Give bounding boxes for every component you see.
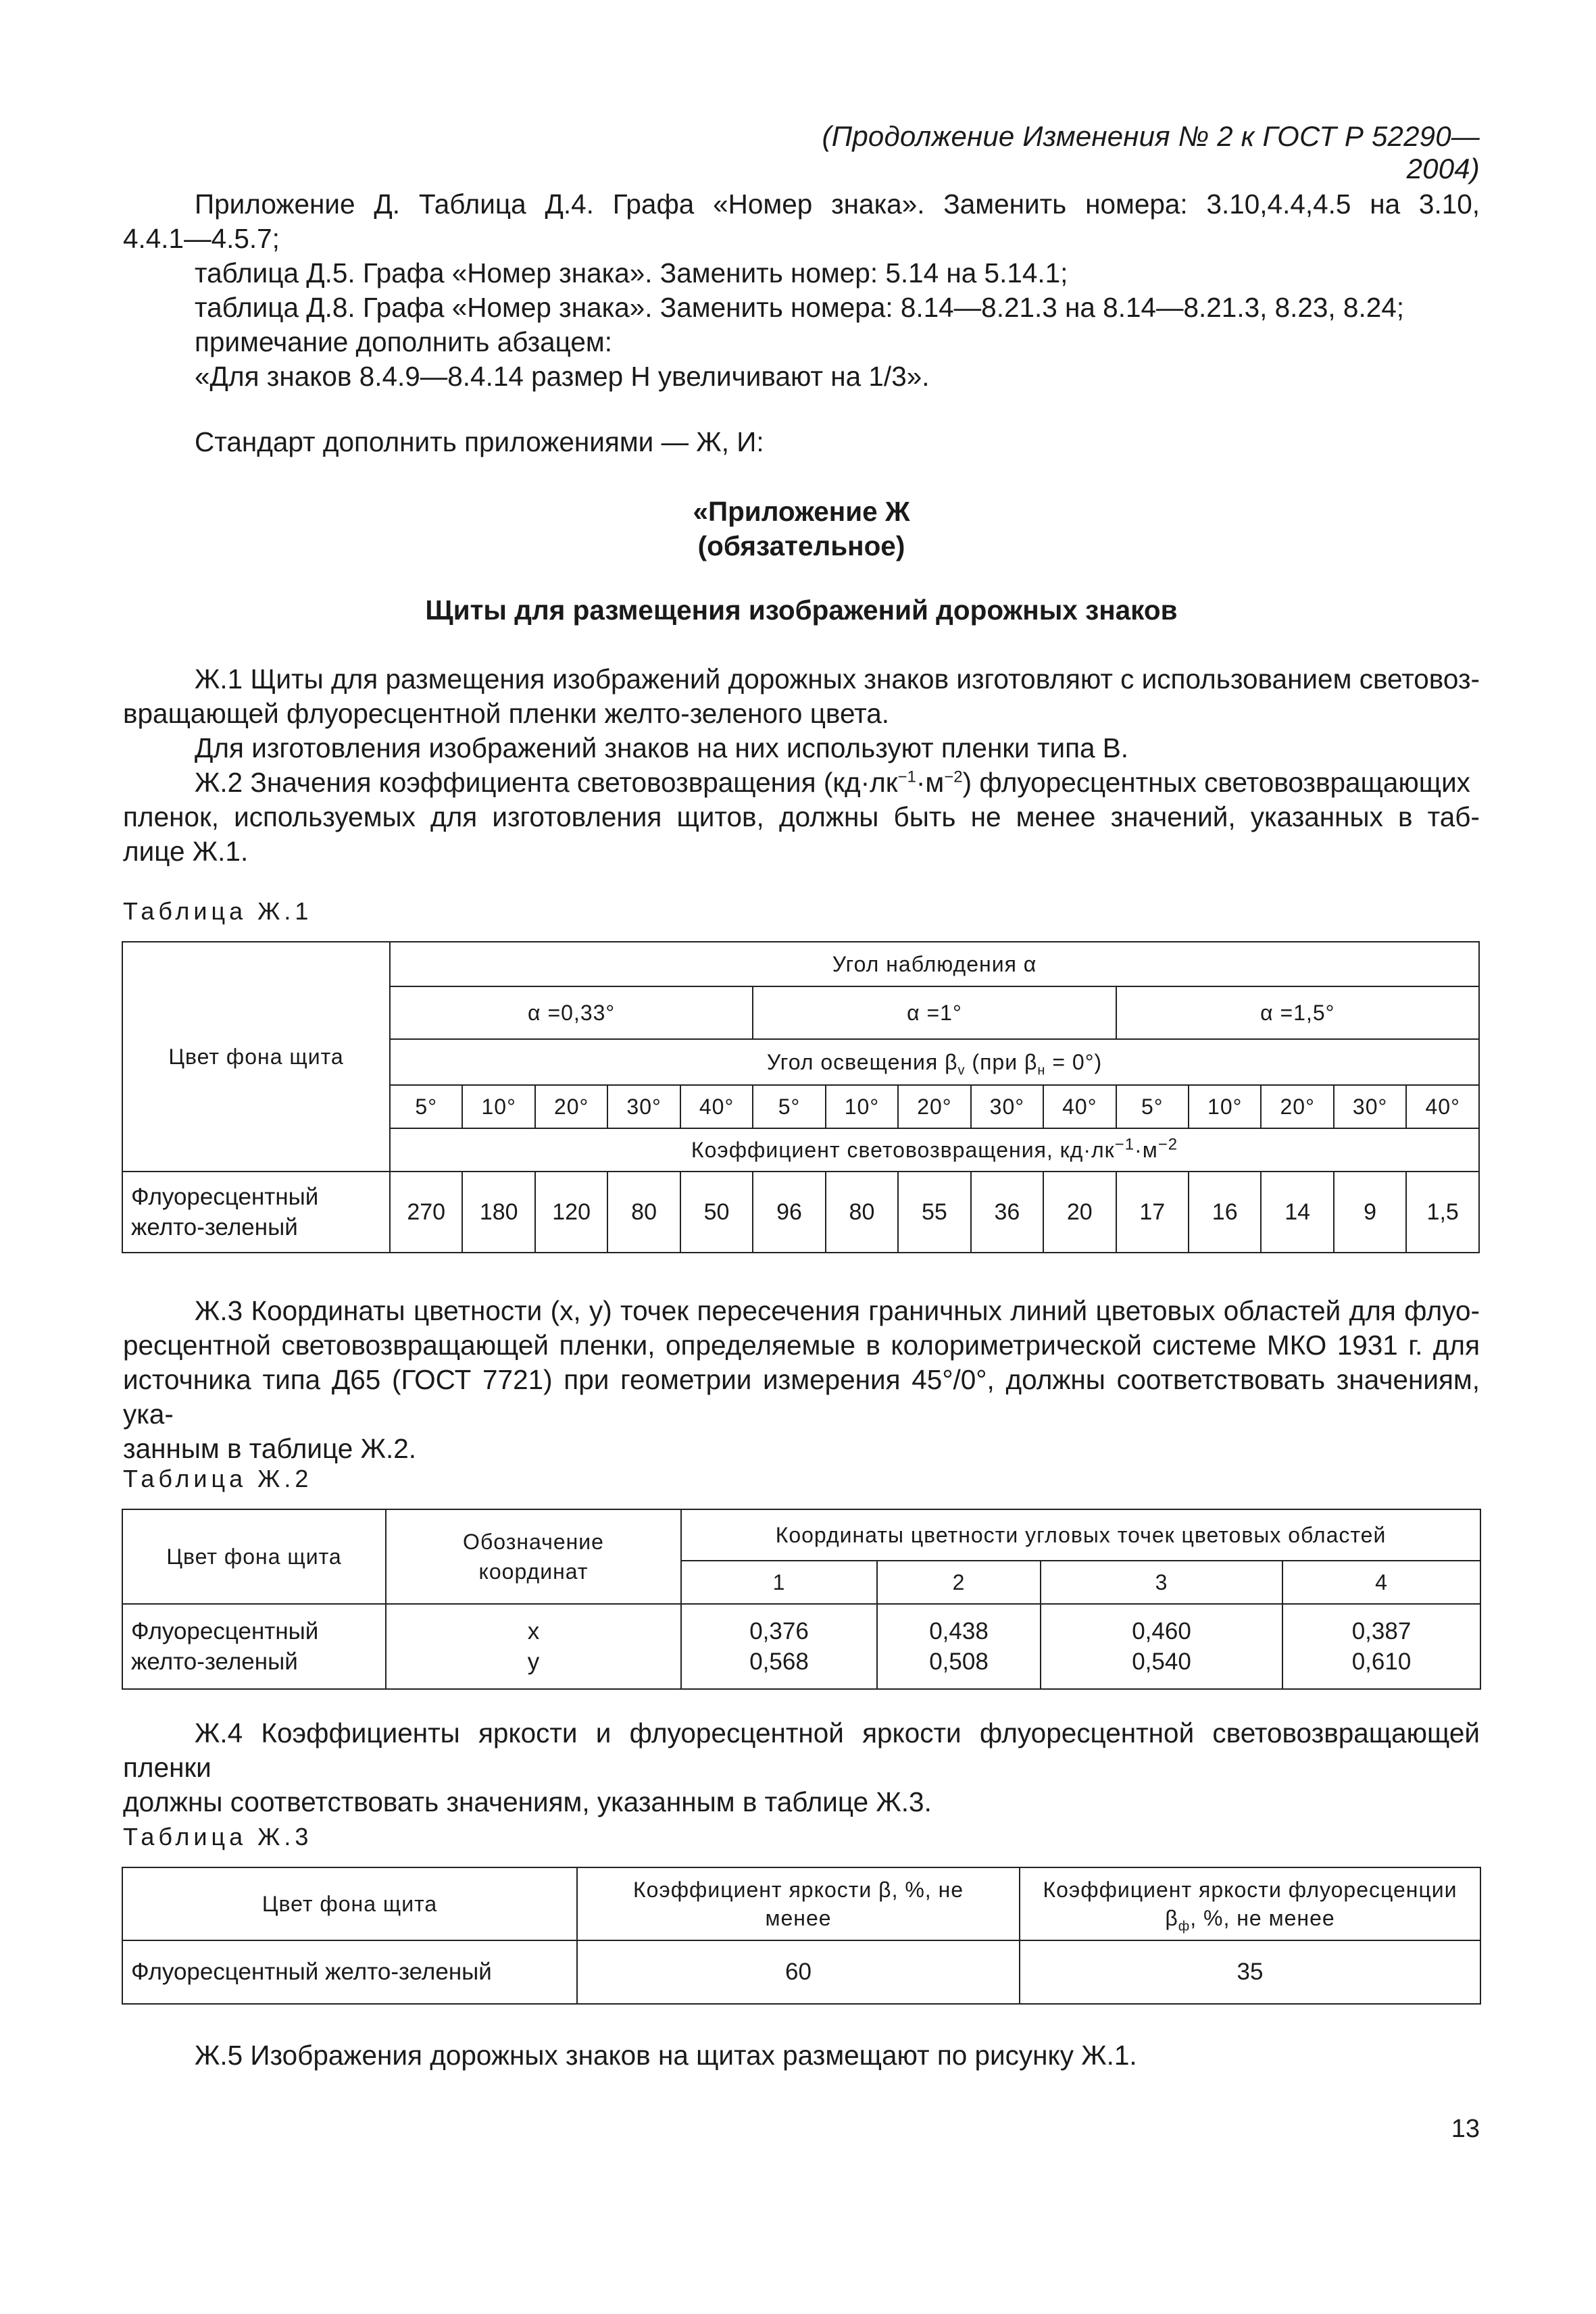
angle-cell: 30°: [1334, 1085, 1406, 1128]
text-line: лице Ж.1.: [123, 836, 249, 867]
row-label: Флуоресцентный желто-зеленый: [122, 1172, 390, 1253]
angle-cell: 10°: [462, 1085, 534, 1128]
text-line: источника типа Д65 (ГОСТ 7721) при геометрии измерения 45°/0°, должны соответствовать значениям, ука-: [123, 1364, 1480, 1430]
table2-caption: Таблица Ж.2: [123, 1465, 313, 1492]
point-value-cell: 0,387 0,610: [1282, 1604, 1480, 1689]
value-cell: 120: [535, 1172, 607, 1253]
text-line: Ж.3 Координаты цветности (x, y) точек пересечения граничных линий цветовых областей для флуо-: [195, 1295, 1480, 1326]
angle-cell: 40°: [680, 1085, 753, 1128]
text-line: примечание дополнить абзацем:: [195, 326, 613, 357]
header-bg-color: Цвет фона щита: [122, 1509, 386, 1604]
text-line: занным в таблице Ж.2.: [123, 1433, 416, 1464]
text-line: должны соответствовать значениям, указанным в таблице Ж.3.: [123, 1786, 932, 1817]
value-cell: 80: [826, 1172, 898, 1253]
text-line: Ж.2 Значения коэффициента световозвращения $(кд\cdot лк^{-1}\cdot м^{-2})$ флуоресцентных световозвращающих: [195, 767, 1470, 798]
angle-cell: 40°: [1406, 1085, 1479, 1128]
point-value-cell: 0,438 0,508: [877, 1604, 1041, 1689]
angle-cell: 30°: [607, 1085, 680, 1128]
value-cell: 96: [753, 1172, 825, 1253]
coord-labels: x y: [386, 1604, 681, 1689]
amendment-paragraph: [123, 187, 1480, 394]
angle-cell: 10°: [826, 1085, 898, 1128]
header-luminance: Коэффициент яркости β, %, не менее: [577, 1867, 1020, 1940]
value-cell: 14: [1261, 1172, 1333, 1253]
header-corner-coords: Координаты цветности угловых точек цветовых областей: [681, 1509, 1480, 1561]
table-zh1: [122, 941, 1480, 1253]
text-line: Стандарт дополнить приложениями — Ж, И:: [195, 426, 764, 457]
table3-caption: Таблица Ж.3: [123, 1823, 313, 1851]
section-zh3: [123, 1294, 1480, 1466]
page-number: 13: [1451, 2115, 1480, 2143]
text-line: Ж.1 Щиты для размещения изображений дорожных знаков изготовляют с использованием световоз-: [195, 663, 1480, 695]
value-cell: 55: [898, 1172, 970, 1253]
value-cell: 17: [1116, 1172, 1189, 1253]
value-cell: 16: [1189, 1172, 1261, 1253]
header-bg-color: Цвет фона щита: [122, 1867, 577, 1940]
header-alpha-1: α =0,33°: [390, 986, 753, 1039]
text-line: таблица Д.8. Графа «Номер знака». Заменить номера: 8.14—8.21.3 на 8.14—8.21.3, 8.23, 8.24;: [195, 292, 1405, 323]
running-header: (Продолжение Изменения № 2 к ГОСТ Р 52290—2004): [822, 120, 1480, 184]
value-cell: 9: [1334, 1172, 1406, 1253]
point-header: 3: [1041, 1561, 1282, 1604]
text-line: Приложение Д. Таблица Д.4. Графа «Номер знака». Заменить номера: 3.10,4.4,4.5 на 3.10,: [195, 188, 1480, 220]
text-line: пленок, используемых для изготовления щитов, должны быть не менее значений, указанных в таб-: [123, 801, 1480, 832]
fluor-value: 35: [1020, 1940, 1480, 2004]
text-line: Ж.5 Изображения дорожных знаков на щитах размещают по рисунку Ж.1.: [195, 2040, 1137, 2071]
angle-cell: 20°: [898, 1085, 970, 1128]
angle-cell: 20°: [1261, 1085, 1333, 1128]
text-line: Для изготовления изображений знаков на них используют пленки типа В.: [195, 732, 1129, 763]
angle-cell: 30°: [971, 1085, 1043, 1128]
luminance-value: 60: [577, 1940, 1020, 2004]
point-value-cell: 0,460 0,540: [1041, 1604, 1282, 1689]
text-line: Ж.4 Коэффициенты яркости и флуоресцентной яркости флуоресцентной световозвращающей пленки: [123, 1717, 1480, 1783]
value-cell: 80: [607, 1172, 680, 1253]
header-fluor-luminance: Коэффициент яркости флуоресценции $\beta_ф$, %, не менее: [1020, 1867, 1480, 1940]
header-alpha-2: α =1°: [753, 986, 1116, 1039]
point-header: 1: [681, 1561, 877, 1604]
text-line: 4.4.1—4.5.7;: [123, 223, 280, 254]
value-cell: 1,5: [1406, 1172, 1479, 1253]
table-zh3: [122, 1867, 1481, 2005]
row-label: Флуоресцентный желто-зеленый: [122, 1604, 386, 1689]
section-zh5: [123, 2038, 1480, 2073]
angle-cell: 10°: [1189, 1085, 1261, 1128]
angle-cell: 5°: [1116, 1085, 1189, 1128]
table-row: [122, 1604, 1480, 1689]
value-cell: 270: [390, 1172, 462, 1253]
point-value-cell: 0,376 0,568: [681, 1604, 877, 1689]
row-label: Флуоресцентный желто-зеленый: [122, 1940, 577, 2004]
supplement-paragraph: [123, 425, 1480, 459]
text-line: таблица Д.5. Графа «Номер знака». Заменить номер: 5.14 на 5.14.1;: [195, 257, 1068, 288]
value-cell: 50: [680, 1172, 753, 1253]
header-bg-color: Цвет фона щита: [122, 942, 390, 1172]
table-row: [122, 1940, 1480, 2004]
header-coefficient: Коэффициент световозвращения, $кд\cdot лк^{-1}\cdot м^{-2}$: [390, 1128, 1479, 1172]
angle-cell: 20°: [535, 1085, 607, 1128]
appendix-subtitle: (обязательное): [697, 530, 905, 561]
header-observation-angle: Угол наблюдения α: [390, 942, 1479, 986]
text-line: «Для знаков 8.4.9—8.4.14 размер Н увеличивают на 1/3».: [195, 361, 930, 392]
point-header: 4: [1282, 1561, 1480, 1604]
appendix-heading: Щиты для размещения изображений дорожных знаков: [425, 595, 1178, 626]
value-cell: 36: [971, 1172, 1043, 1253]
table-row: [122, 1172, 1479, 1253]
text-line: вращающей флуоресцентной пленки желто-зеленого цвета.: [123, 698, 889, 729]
angle-cell: 40°: [1043, 1085, 1116, 1128]
value-cell: 180: [462, 1172, 534, 1253]
table1-caption: Таблица Ж.1: [123, 897, 313, 925]
section-zh4: [123, 1716, 1480, 1819]
angle-cell: 5°: [390, 1085, 462, 1128]
section-zh1: [123, 662, 1480, 869]
header-illumination-angle: Угол освещения $\beta_v$ (при $\beta_н = 0^\circ$): [390, 1039, 1479, 1085]
point-header: 2: [877, 1561, 1041, 1604]
table-zh2: [122, 1509, 1481, 1690]
header-coord-designation: Обозначение координат: [386, 1509, 681, 1604]
angle-cell: 5°: [753, 1085, 825, 1128]
text-line: ресцентной световозвращающей пленки, определяемые в колориметрической системе МКО 1931 г. для: [123, 1330, 1480, 1361]
header-alpha-3: α =1,5°: [1116, 986, 1479, 1039]
appendix-title: «Приложение Ж: [693, 496, 910, 527]
value-cell: 20: [1043, 1172, 1116, 1253]
